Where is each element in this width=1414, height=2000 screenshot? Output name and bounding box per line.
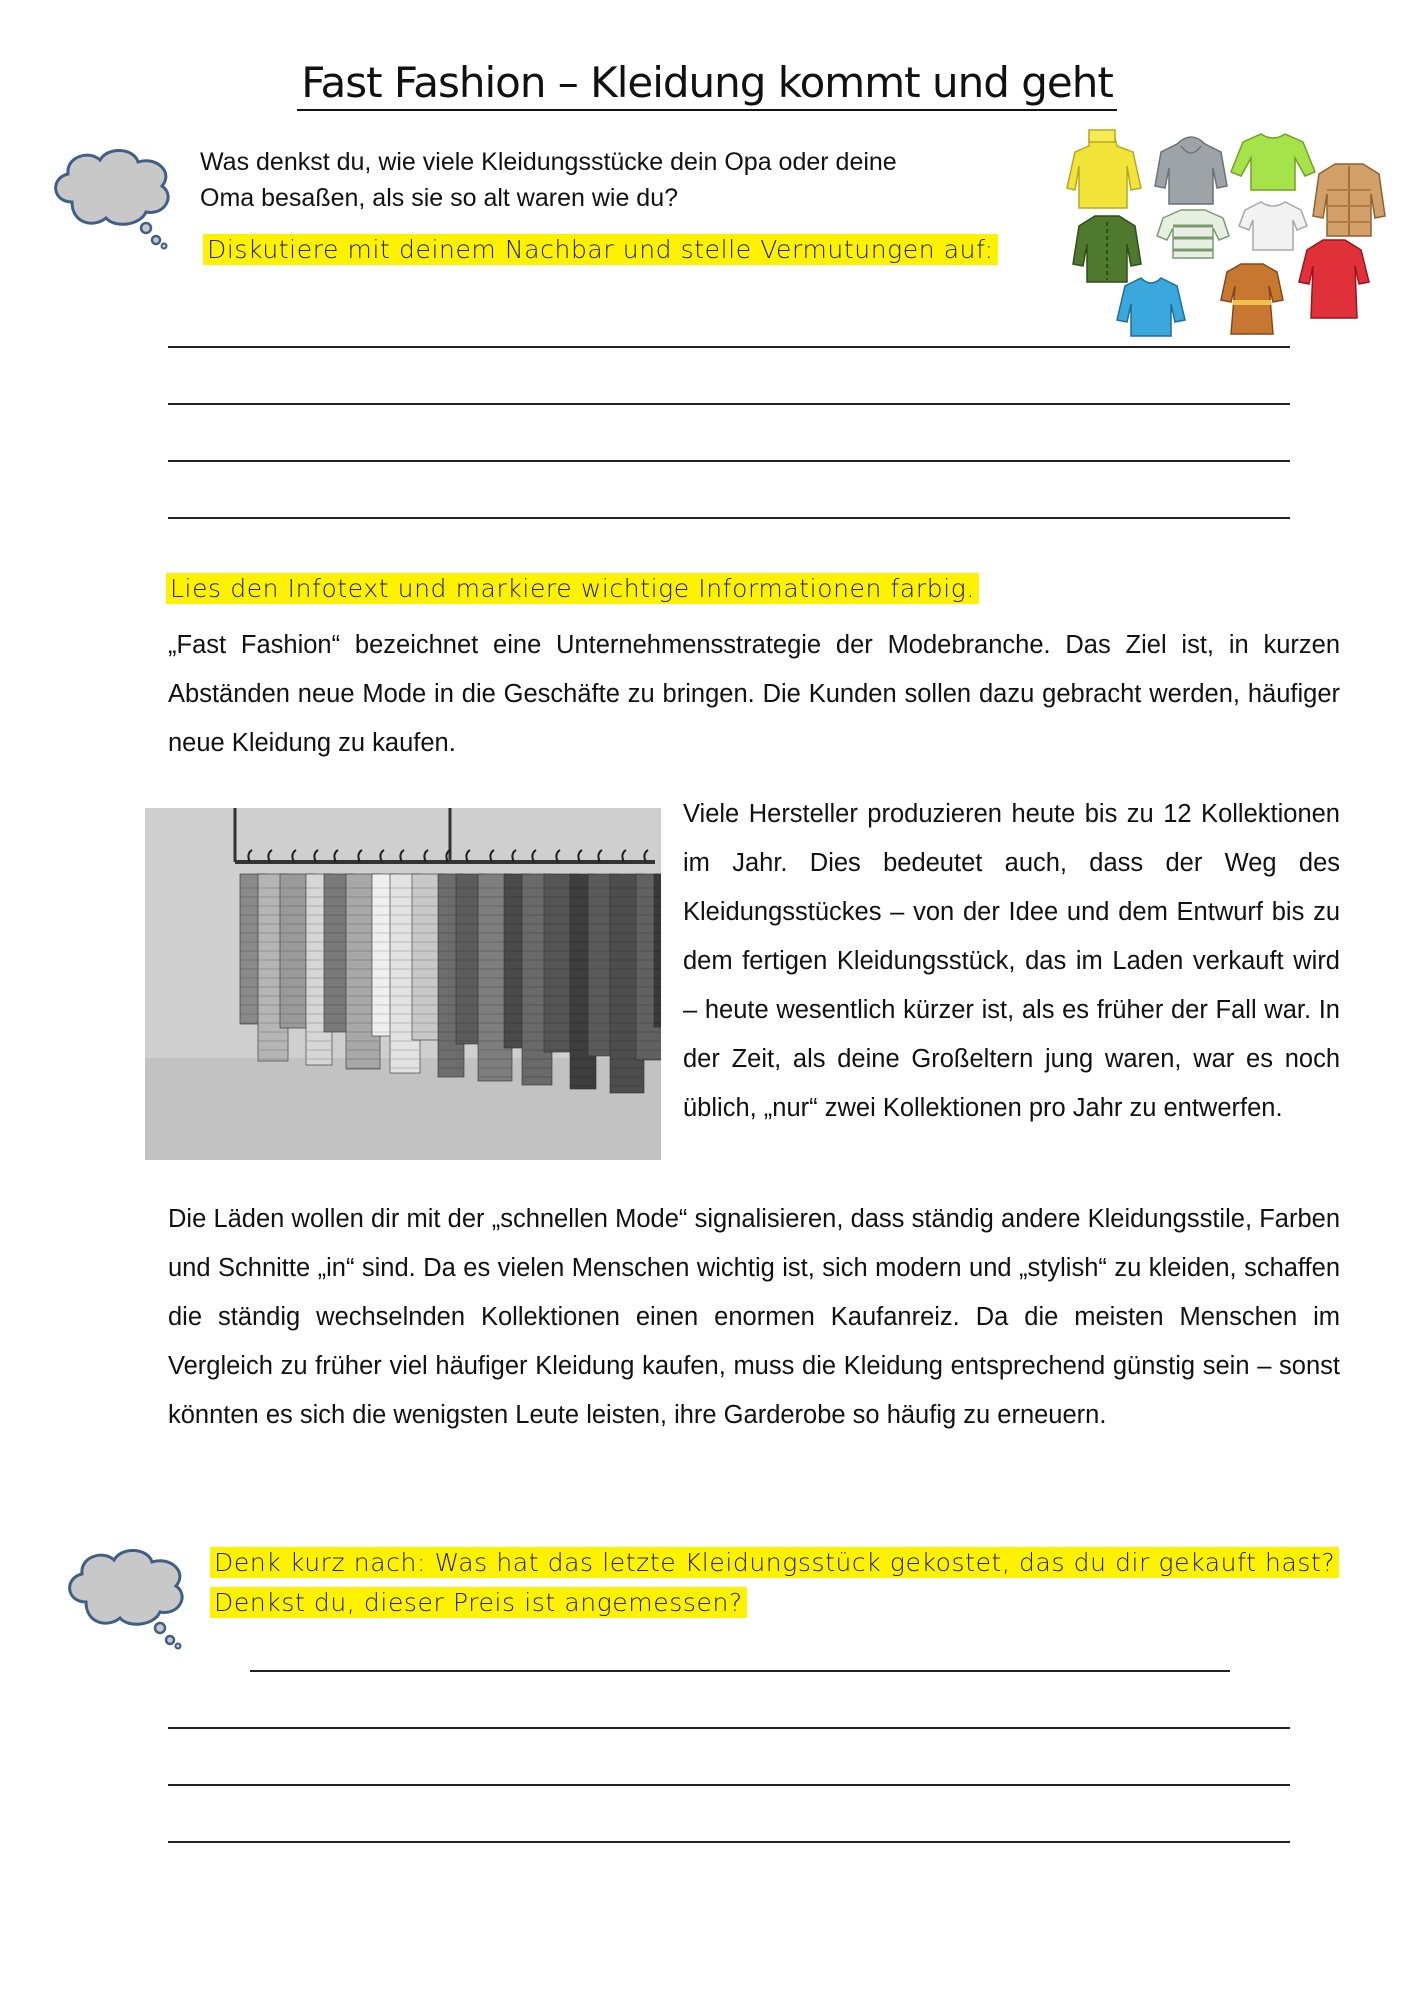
answer-line[interactable] bbox=[168, 1841, 1290, 1843]
clothing-collage-icon bbox=[1065, 118, 1387, 340]
page-title bbox=[0, 58, 1414, 107]
info-paragraph-1: „Fast Fashion“ bezeichnet eine Unternehmensstrategie der Modebranche. Das Ziel ist, in kurzen Abständen neue Mode in die Geschäfte zu bringen. Die Kunden sollen dazu gebracht werden, häufiger neue Kleidung zu kaufen. bbox=[168, 631, 1340, 757]
info-paragraph-2: Viele Hersteller produzieren heute bis zu 12 Kollektionen im Jahr. Dies bedeutet auch, dass der Weg des Kleidungsstückes – von der Idee und dem Entwurf bis zu dem fertigen Kleidungsstück, das im Laden verkauft wird – heute wesentlich kürzer ist, als es früher der Fall war. In der Zeit, als deine Großeltern jung waren, war es noch üblich, „nur“ zwei Kollektionen pro Jahr zu entwerfen. bbox=[683, 800, 1340, 1122]
reading-task-text: Lies den Infotext und markiere wichtige Informationen farbig. bbox=[166, 573, 979, 604]
answer-line[interactable] bbox=[250, 1670, 1230, 1672]
question-1-line-1: Was denkst du, wie viele Kleidungsstücke dein Opa oder deine bbox=[200, 148, 897, 176]
answer-line[interactable] bbox=[168, 403, 1290, 405]
info-paragraph-3: Die Läden wollen dir mit der „schnellen Mode“ signalisieren, dass ständig andere Kleidungsstile, Farben und Schnitte „in“ sind. Da es vielen Menschen wichtig ist, sich modern und „stylish“ zu kleiden, schaffen die ständig wechselnden Kollektionen einen enormen Kaufanreiz. Da die meisten Menschen im Vergleich zu früher viel häufiger Kleidung kaufen, muss die Kleidung entsprechend günstig sein – sonst könnten es sich die wenigsten Leute leisten, ihre Garderobe so häufig zu erneuern. bbox=[168, 1205, 1340, 1429]
answer-line[interactable] bbox=[168, 1784, 1290, 1786]
answer-line[interactable] bbox=[168, 1727, 1290, 1729]
reading-task bbox=[166, 574, 979, 603]
discussion-task-text: Diskutiere mit deinem Nachbar und stelle Vermutungen auf: bbox=[203, 234, 998, 265]
clothing-rack-photo bbox=[145, 808, 661, 1160]
thought-cloud-icon bbox=[42, 140, 182, 250]
question-1-line-2: Oma besaßen, als sie so alt waren wie du? bbox=[200, 184, 679, 212]
question-2 bbox=[210, 1545, 1339, 1625]
question-2-line-2: Denkst du, dieser Preis ist angemessen? bbox=[210, 1587, 747, 1618]
clothing-rack-illustration bbox=[145, 808, 661, 1160]
question-2-line-1: Denk kurz nach: Was hat das letzte Kleidungsstück gekostet, das du dir gekauft hast? bbox=[210, 1547, 1339, 1578]
discussion-task bbox=[203, 235, 998, 264]
page-title-text: Fast Fashion – Kleidung kommt und geht bbox=[297, 58, 1117, 111]
answer-line[interactable] bbox=[168, 346, 1290, 348]
answer-line[interactable] bbox=[168, 460, 1290, 462]
thought-cloud-icon bbox=[56, 1540, 196, 1650]
answer-line[interactable] bbox=[168, 517, 1290, 519]
question-1 bbox=[200, 144, 1040, 216]
